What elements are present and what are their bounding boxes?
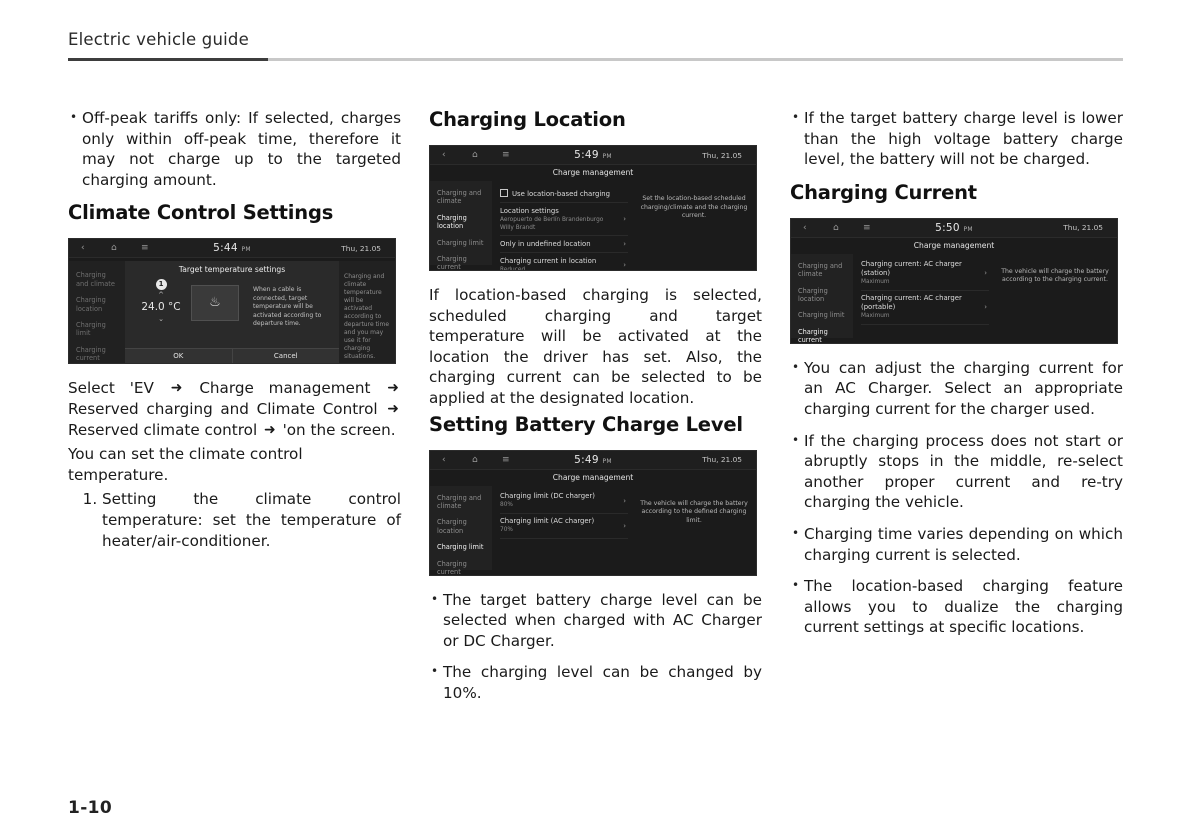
screenshot-charge-management-current bbox=[790, 218, 1118, 344]
row-label: Charging current in location bbox=[500, 256, 597, 265]
list-item: • The location-based charging feature allows you to dualize the charging current settings at specific locations. bbox=[790, 576, 1123, 638]
screen-date: Thu, 21.05 bbox=[341, 243, 381, 253]
screen-note-text: The vehicle will charge the battery according to the charging current. bbox=[1001, 267, 1109, 284]
climate-steps-list bbox=[68, 489, 401, 551]
row-label: Charging current: AC charger (portable) bbox=[861, 294, 962, 312]
row-label: Charging limit (DC charger) bbox=[500, 492, 595, 501]
menu-item-charging-current: Charging current bbox=[76, 345, 106, 363]
select-text-b: Charge management bbox=[199, 379, 371, 398]
select-text-e: 'on the screen. bbox=[282, 420, 396, 439]
page-header bbox=[68, 30, 1123, 61]
screen-left-menu bbox=[430, 181, 492, 271]
menu-icon: ≡ bbox=[502, 454, 510, 465]
page-header-title: Electric vehicle guide bbox=[68, 30, 249, 49]
list-item bbox=[861, 257, 989, 291]
row-sublabel: Reduced bbox=[500, 266, 526, 271]
ok-button: OK bbox=[125, 348, 233, 363]
list-item: • You can adjust the charging current for an AC Charger. Select an appropriate charging current for the charger used. bbox=[790, 358, 1123, 420]
home-icon: ⌂ bbox=[111, 243, 117, 254]
menu-item-charging-and-climate: Charging and climate bbox=[798, 261, 843, 279]
chevron-left-icon: ‹ bbox=[442, 454, 446, 465]
dialog-body bbox=[125, 277, 339, 335]
chevron-left-icon: ‹ bbox=[803, 222, 807, 233]
screenshot-charge-management-location bbox=[429, 145, 757, 271]
chevron-right-icon: › bbox=[623, 240, 626, 248]
callout-badge-1: 1 bbox=[156, 279, 167, 290]
screen-clock: 5:49 PM bbox=[574, 453, 612, 466]
home-icon: ⌂ bbox=[833, 222, 839, 233]
row-sublabel: Maximum bbox=[861, 279, 890, 286]
screen-title: Charge management bbox=[430, 470, 756, 486]
select-text-d: Reserved climate control bbox=[68, 420, 258, 439]
screen-status-bar bbox=[430, 146, 756, 165]
temperature-stepper bbox=[135, 277, 187, 335]
screen-title: Charge management bbox=[791, 238, 1117, 254]
menu-item-charging-and-climate: Charging and climate bbox=[76, 271, 115, 288]
screen-note-text: Set the location-based scheduled charging/climate and the charging current. bbox=[640, 195, 748, 220]
offpeak-bullet-list bbox=[68, 108, 401, 190]
menu-item-charging-and-climate: Charging and climate bbox=[437, 493, 482, 510]
menu-item-charging-limit: Charging limit bbox=[437, 543, 484, 552]
menu-icon: ≡ bbox=[141, 243, 149, 254]
chevron-right-icon: › bbox=[984, 269, 987, 278]
menu-icon: ≡ bbox=[502, 150, 510, 160]
list-item: 1. Setting the climate control temperature: set the temperature of heater/air-conditioner. bbox=[102, 489, 401, 551]
screen-body bbox=[430, 486, 756, 576]
charge-level-warning-list bbox=[790, 108, 1123, 170]
screen-date: Thu, 21.05 bbox=[702, 455, 742, 465]
list-item: • If the charging process does not start or abruptly stops in the middle, re-select another proper current and re-try charging the vehicle. bbox=[790, 431, 1123, 513]
list-item bbox=[500, 236, 628, 253]
row-label: Location settings bbox=[500, 206, 559, 215]
chevron-right-icon: › bbox=[623, 261, 626, 269]
list-item: • If the target battery charge level is lower than the high voltage battery charge level, the battery will not be charged. bbox=[790, 108, 1123, 170]
menu-item-charging-limit: Charging limit bbox=[76, 321, 106, 338]
list-item bbox=[500, 489, 628, 514]
list-item: • Charging time varies depending on which charging current is selected. bbox=[790, 524, 1123, 565]
heading-charging-current: Charging Current bbox=[790, 180, 977, 204]
menu-icon: ≡ bbox=[863, 222, 871, 233]
select-text-a: Select 'EV bbox=[68, 379, 154, 398]
dialog-description: When a cable is connected, target temperature will be activated according to departure time. bbox=[253, 286, 322, 327]
screen-date: Thu, 21.05 bbox=[702, 150, 742, 160]
list-item bbox=[861, 291, 989, 325]
chevron-right-icon: › bbox=[623, 215, 626, 223]
battery-bullet-list bbox=[429, 590, 762, 704]
screen-status-bar bbox=[69, 239, 395, 258]
screen-status-bar bbox=[430, 451, 756, 470]
chevron-right-icon: › bbox=[623, 521, 626, 530]
menu-item-charging-current: Charging current bbox=[437, 255, 467, 271]
row-label: Use location-based charging bbox=[512, 189, 610, 198]
heading-charging-location: Charging Location bbox=[429, 108, 626, 131]
screen-title: Charge management bbox=[430, 165, 756, 181]
home-icon: ⌂ bbox=[472, 150, 478, 160]
screenshot-charge-management-limit bbox=[429, 450, 757, 576]
arrow-icon: ➜ bbox=[387, 380, 400, 397]
chevron-left-icon: ‹ bbox=[442, 150, 446, 160]
paragraph-location-based-charging: If location-based charging is selected, scheduled charging and target temperature will be activated at the location the driver has set. Also, the charging current can be selected to be applied at the designated location. bbox=[429, 286, 762, 407]
chevron-left-icon: ‹ bbox=[81, 243, 85, 254]
screen-settings-list bbox=[492, 181, 632, 271]
chevron-right-icon: › bbox=[984, 303, 987, 312]
temperature-value: 24.0 °C bbox=[141, 301, 181, 314]
heading-climate-control-settings: Climate Control Settings bbox=[68, 201, 334, 225]
column-middle bbox=[429, 108, 762, 715]
dialog-buttons bbox=[125, 348, 339, 363]
arrow-icon: ➜ bbox=[264, 421, 276, 438]
screen-note-text: The vehicle will charge the battery according to the defined charging limit. bbox=[640, 499, 748, 524]
screen-date: Thu, 21.05 bbox=[1063, 223, 1103, 233]
charging-current-bullet-list bbox=[790, 358, 1123, 638]
column-left bbox=[68, 108, 401, 553]
cancel-button: Cancel bbox=[233, 348, 340, 363]
list-item bbox=[500, 514, 628, 539]
screen-clock: 5:44 PM bbox=[213, 242, 251, 255]
row-sublabel: 80% bbox=[500, 502, 513, 509]
menu-item-charging-location: Charging location bbox=[798, 286, 828, 303]
list-item bbox=[500, 184, 628, 203]
column-right bbox=[790, 108, 1123, 649]
screen-settings-list bbox=[853, 254, 993, 338]
menu-item-charging-location: Charging location bbox=[437, 213, 467, 231]
list-item: • Off-peak tariffs only: If selected, charges only within off-peak time, therefore it may not charge up to the targeted charging amount. bbox=[68, 108, 401, 190]
heading-setting-battery-charge-level: Setting Battery Charge Level bbox=[429, 412, 743, 436]
screen-right-note-panel bbox=[339, 261, 395, 363]
list-item bbox=[500, 203, 628, 236]
menu-item-charging-current: Charging current bbox=[798, 327, 828, 344]
row-sublabel: Maximum bbox=[861, 313, 890, 320]
paragraph-temp-setting: You can set the climate control temperature. bbox=[68, 445, 303, 484]
list-item: • The charging level can be changed by 10%. bbox=[429, 662, 762, 703]
chevron-down-icon: ⌄ bbox=[158, 315, 164, 324]
row-sublabel: 70% bbox=[500, 527, 513, 534]
screen-clock: 5:49 PM bbox=[574, 149, 612, 161]
row-label: Charging current: AC charger (station) bbox=[861, 260, 962, 278]
home-icon: ⌂ bbox=[472, 454, 478, 465]
screenshot-climate-control bbox=[68, 238, 396, 364]
screen-note-text: Charging and climate temperature will be activated according to departure time and you may use it for charging situations. bbox=[344, 273, 390, 361]
menu-item-charging-current: Charging current bbox=[437, 559, 467, 576]
select-text-c: Reserved charging and Climate Control bbox=[68, 399, 378, 418]
chevron-up-icon: ^ bbox=[158, 291, 164, 300]
menu-item-charging-and-climate: Charging and climate bbox=[437, 189, 482, 206]
dialog-title: Target temperature settings bbox=[178, 265, 286, 275]
page-number: 1-10 bbox=[68, 798, 113, 818]
screen-settings-list bbox=[492, 486, 632, 570]
arrow-icon: ➜ bbox=[170, 380, 183, 397]
menu-item-charging-location: Charging location bbox=[76, 296, 106, 313]
paragraph-select-path bbox=[68, 378, 401, 440]
target-temperature-dialog bbox=[125, 261, 339, 363]
screen-status-bar bbox=[791, 219, 1117, 238]
arrow-icon: ➜ bbox=[387, 400, 399, 417]
heater-icon: ♨ bbox=[191, 285, 239, 321]
screen-body bbox=[791, 254, 1117, 344]
list-item bbox=[500, 253, 628, 271]
chevron-right-icon: › bbox=[623, 496, 626, 505]
menu-item-charging-location: Charging location bbox=[437, 518, 467, 535]
menu-item-charging-limit: Charging limit bbox=[798, 311, 845, 320]
menu-item-charging-limit: Charging limit bbox=[437, 238, 484, 247]
header-divider bbox=[68, 58, 1123, 61]
screen-left-menu bbox=[430, 486, 492, 576]
row-label: Only in undefined location bbox=[500, 239, 591, 248]
checkbox-icon bbox=[500, 189, 508, 197]
row-label: Charging limit (AC charger) bbox=[500, 517, 595, 526]
screen-left-menu bbox=[791, 254, 853, 344]
screen-clock: 5:50 PM bbox=[935, 221, 973, 234]
screen-body bbox=[430, 181, 756, 271]
screen-left-menu bbox=[69, 261, 125, 363]
list-item: • The target battery charge level can be selected when charged with AC Charger or DC Charger. bbox=[429, 590, 762, 652]
row-sublabel: Aeropuerto de Berlín Brandenburgo Willy Brandt bbox=[500, 216, 604, 231]
